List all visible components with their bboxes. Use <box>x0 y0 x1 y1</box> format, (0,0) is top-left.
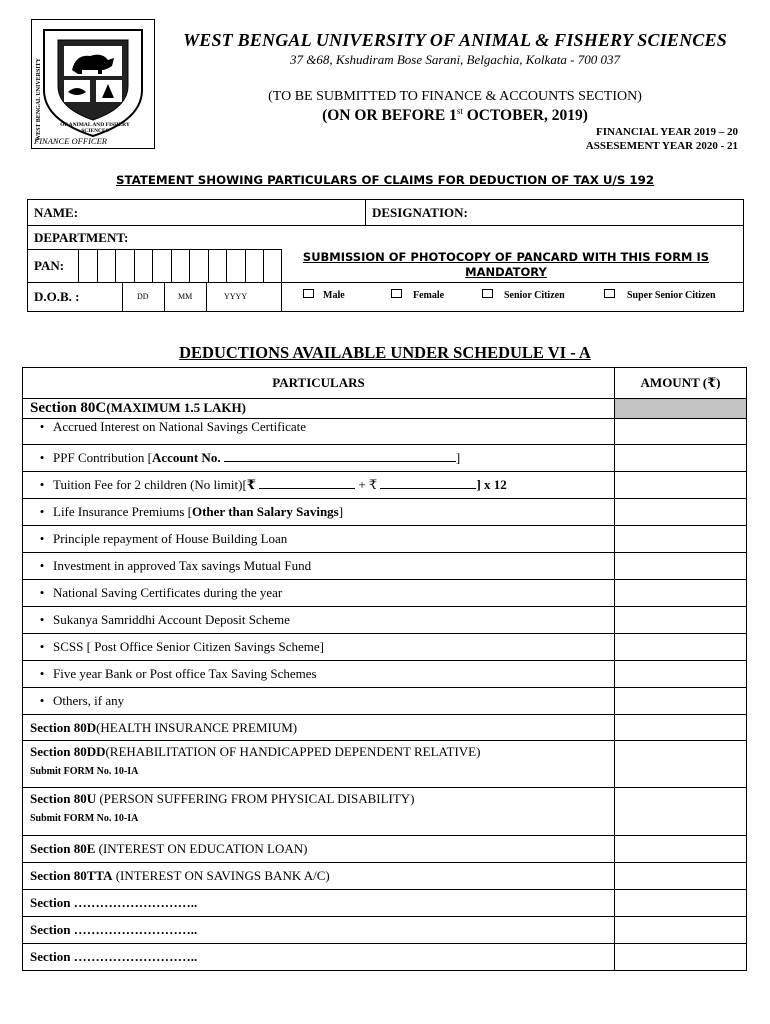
item-life-insurance <box>23 499 615 526</box>
amount-field[interactable] <box>615 634 747 661</box>
university-title: WEST BENGAL UNIVERSITY OF ANIMAL & FISHERY SCIENCES <box>183 30 727 50</box>
deadline-sup: st <box>456 106 463 116</box>
section-label: Section 80D <box>30 719 97 735</box>
financial-year: FINANCIAL YEAR 2019 – 20 <box>596 126 738 138</box>
section-text: (HEALTH INSURANCE PREMIUM) <box>96 719 298 735</box>
pan-label: PAN: <box>34 258 65 273</box>
item-tuition <box>23 472 615 499</box>
section-80d <box>23 715 615 741</box>
section-80tta <box>23 863 615 890</box>
bullet: • <box>39 419 45 434</box>
deadline-prefix: (ON OR BEFORE 1 <box>322 107 457 125</box>
section-80e <box>23 836 615 863</box>
amount-field[interactable] <box>615 917 747 944</box>
section-80c-label: Section 80C <box>30 400 107 416</box>
table-row <box>23 472 747 499</box>
section-text: (REHABILITATION OF HANDICAPPED DEPENDENT RELATIVE) <box>105 744 481 759</box>
amount-field[interactable] <box>615 499 747 526</box>
item-text-bold: Account No. <box>151 450 221 465</box>
item-nsc <box>23 580 615 607</box>
bullet: • <box>39 612 45 627</box>
col-amount: AMOUNT (₹) <box>615 368 747 399</box>
item-scss <box>23 634 615 661</box>
submit-form-note: Submit FORM No. 10-IA <box>30 766 139 777</box>
bullet: • <box>39 531 45 546</box>
seal-ring-text-bottom: OF ANIMAL AND FISHERY SCIENCES <box>60 122 130 134</box>
dob-day-field[interactable]: DD <box>137 292 149 301</box>
section-80c-heading <box>23 399 615 419</box>
table-row <box>23 917 747 944</box>
amount-field[interactable] <box>615 836 747 863</box>
bullet: • <box>39 666 45 681</box>
senior-citizen-label: Senior Citizen <box>504 290 565 301</box>
item-text: Life Insurance Premiums [ <box>53 504 192 519</box>
bullet: • <box>39 693 45 708</box>
name-label: NAME: <box>34 205 79 220</box>
male-label: Male <box>323 290 345 301</box>
item-text: Sukanya Samriddhi Account Deposit Scheme <box>53 612 290 627</box>
item-text: Accrued Interest on National Savings Certificate <box>53 419 307 434</box>
amount-field[interactable] <box>615 607 747 634</box>
item-text: National Saving Certificates during the year <box>53 585 283 600</box>
amount-field[interactable] <box>615 890 747 917</box>
item-text-bold: ] x 12 <box>476 477 507 492</box>
logo-caption: FINANCE OFFICER <box>34 136 107 146</box>
table-header-row <box>23 368 747 399</box>
amount-field[interactable] <box>615 526 747 553</box>
amount-field[interactable] <box>615 661 747 688</box>
amount-field[interactable] <box>615 553 747 580</box>
amount-field[interactable] <box>615 419 747 445</box>
table-row <box>23 634 747 661</box>
amount-field[interactable] <box>615 788 747 836</box>
item-text-bold: Other than Salary Savings <box>191 504 339 519</box>
section-blank-2[interactable] <box>23 917 615 944</box>
plus-rupee: + ₹ <box>358 477 378 492</box>
ppf-account-field[interactable] <box>224 461 456 462</box>
amount-field[interactable] <box>615 715 747 741</box>
table-row <box>23 741 747 788</box>
section-label: Section 80TTA <box>30 868 113 883</box>
tuition-child1-field[interactable] <box>259 488 355 489</box>
table-row <box>23 836 747 863</box>
amount-field[interactable] <box>615 472 747 499</box>
deductions-title: DEDUCTIONS AVAILABLE UNDER SCHEDULE VI - A <box>179 343 591 362</box>
item-text: ] <box>455 450 461 465</box>
university-address: 37 &68, Kshudiram Bose Sarani, Belgachia, Kolkata - 700 037 <box>289 52 621 67</box>
department-field[interactable] <box>160 227 740 247</box>
bullet: • <box>39 558 45 573</box>
male-checkbox[interactable] <box>303 289 314 298</box>
item-five-year <box>23 661 615 688</box>
item-sukanya <box>23 607 615 634</box>
item-mutual-fund <box>23 553 615 580</box>
table-row <box>23 890 747 917</box>
university-logo <box>31 19 155 149</box>
bullet: • <box>39 450 45 465</box>
table-row <box>23 863 747 890</box>
submission-deadline <box>170 106 740 125</box>
statement-title: STATEMENT SHOWING PARTICULARS OF CLAIMS FOR DEDUCTION OF TAX U/S 192 <box>115 173 655 187</box>
table-row <box>23 526 747 553</box>
table-row <box>23 445 747 472</box>
item-text: PPF Contribution [ <box>53 450 152 465</box>
item-housing-loan <box>23 526 615 553</box>
section-label: Section ……………………….. <box>30 895 198 910</box>
deadline-suffix: OCTOBER, 2019) <box>462 107 588 125</box>
item-text: Investment in approved Tax savings Mutual Fund <box>53 558 312 573</box>
item-nsc-interest <box>23 419 615 445</box>
section-80u <box>23 788 615 836</box>
table-row <box>23 553 747 580</box>
item-text: Tuition Fee for 2 children (No limit)[ <box>53 477 247 492</box>
dob-label: D.O.B. : <box>34 289 80 304</box>
female-label: Female <box>413 290 445 301</box>
section-label: Section 80U <box>30 791 97 806</box>
section-blank-1[interactable] <box>23 890 615 917</box>
bullet: • <box>39 477 45 492</box>
amount-field[interactable] <box>615 944 747 971</box>
table-row <box>23 788 747 836</box>
submit-form-note: Submit FORM No. 10-IA <box>30 813 139 824</box>
table-row <box>23 661 747 688</box>
section-blank-3[interactable] <box>23 944 615 971</box>
table-row <box>23 499 747 526</box>
section-label: Section 80DD <box>30 744 106 759</box>
item-text: Five year Bank or Post office Tax Saving Schemes <box>53 666 317 681</box>
item-text: ] <box>338 504 344 519</box>
section-label: Section 80E <box>30 841 96 856</box>
senior-citizen-checkbox[interactable] <box>482 289 493 298</box>
year-info <box>586 125 738 153</box>
table-row <box>23 580 747 607</box>
designation-label: DESIGNATION: <box>372 205 468 220</box>
section-text: (PERSON SUFFERING FROM PHYSICAL DISABILITY) <box>96 791 415 806</box>
amount-field[interactable] <box>615 741 747 788</box>
item-text: Others, if any <box>53 693 125 708</box>
designation-field[interactable] <box>490 201 740 223</box>
seal-ring-text-left: WEST BENGAL UNIVERSITY <box>36 58 42 141</box>
amount-field[interactable] <box>615 445 747 472</box>
col-particulars: PARTICULARS <box>23 368 615 399</box>
pan-mandatory-note: SUBMISSION OF PHOTOCOPY OF PANCARD WITH THIS FORM IS MANDATORY <box>302 250 710 279</box>
amount-field[interactable] <box>615 580 747 607</box>
section-label: Section ……………………….. <box>30 949 198 964</box>
deductions-table <box>22 367 747 971</box>
item-ppf <box>23 445 615 472</box>
amount-field[interactable] <box>615 688 747 715</box>
item-text: Principle repayment of House Building Loan <box>53 531 288 546</box>
amount-cell-shaded <box>615 399 747 419</box>
name-field[interactable] <box>100 201 362 223</box>
bullet: • <box>39 639 45 654</box>
table-row <box>23 944 747 971</box>
department-label: DEPARTMENT: <box>34 230 129 245</box>
section-80dd <box>23 741 615 788</box>
super-senior-citizen-checkbox[interactable] <box>604 289 615 298</box>
dob-month-field[interactable]: MM <box>178 292 193 301</box>
bullet: • <box>39 504 45 519</box>
dob-year-field[interactable]: YYYY <box>224 292 248 301</box>
rupee-sign: ₹ <box>246 477 256 492</box>
section-label: Section ……………………….. <box>30 922 198 937</box>
amount-field[interactable] <box>615 863 747 890</box>
table-row <box>23 715 747 741</box>
section-text: (INTEREST ON EDUCATION LOAN) <box>95 841 308 856</box>
section-text: (INTEREST ON SAVINGS BANK A/C) <box>112 868 330 883</box>
bullet: • <box>39 585 45 600</box>
super-senior-citizen-label: Super Senior Citizen <box>627 290 716 301</box>
item-text: SCSS [ Post Office Senior Citizen Savings Scheme] <box>53 639 324 654</box>
section-80c-note: (MAXIMUM 1.5 LAKH) <box>106 400 246 415</box>
tuition-child2-field[interactable] <box>380 488 476 489</box>
item-others <box>23 688 615 715</box>
submission-instruction: (TO BE SUBMITTED TO FINANCE & ACCOUNTS SECTION) <box>268 89 642 104</box>
pan-input-boxes[interactable] <box>79 250 281 282</box>
table-row <box>23 419 747 445</box>
table-row <box>23 399 747 419</box>
female-checkbox[interactable] <box>391 289 402 298</box>
table-row <box>23 688 747 715</box>
table-row <box>23 607 747 634</box>
assessment-year: ASSESEMENT YEAR 2020 - 21 <box>585 140 738 152</box>
